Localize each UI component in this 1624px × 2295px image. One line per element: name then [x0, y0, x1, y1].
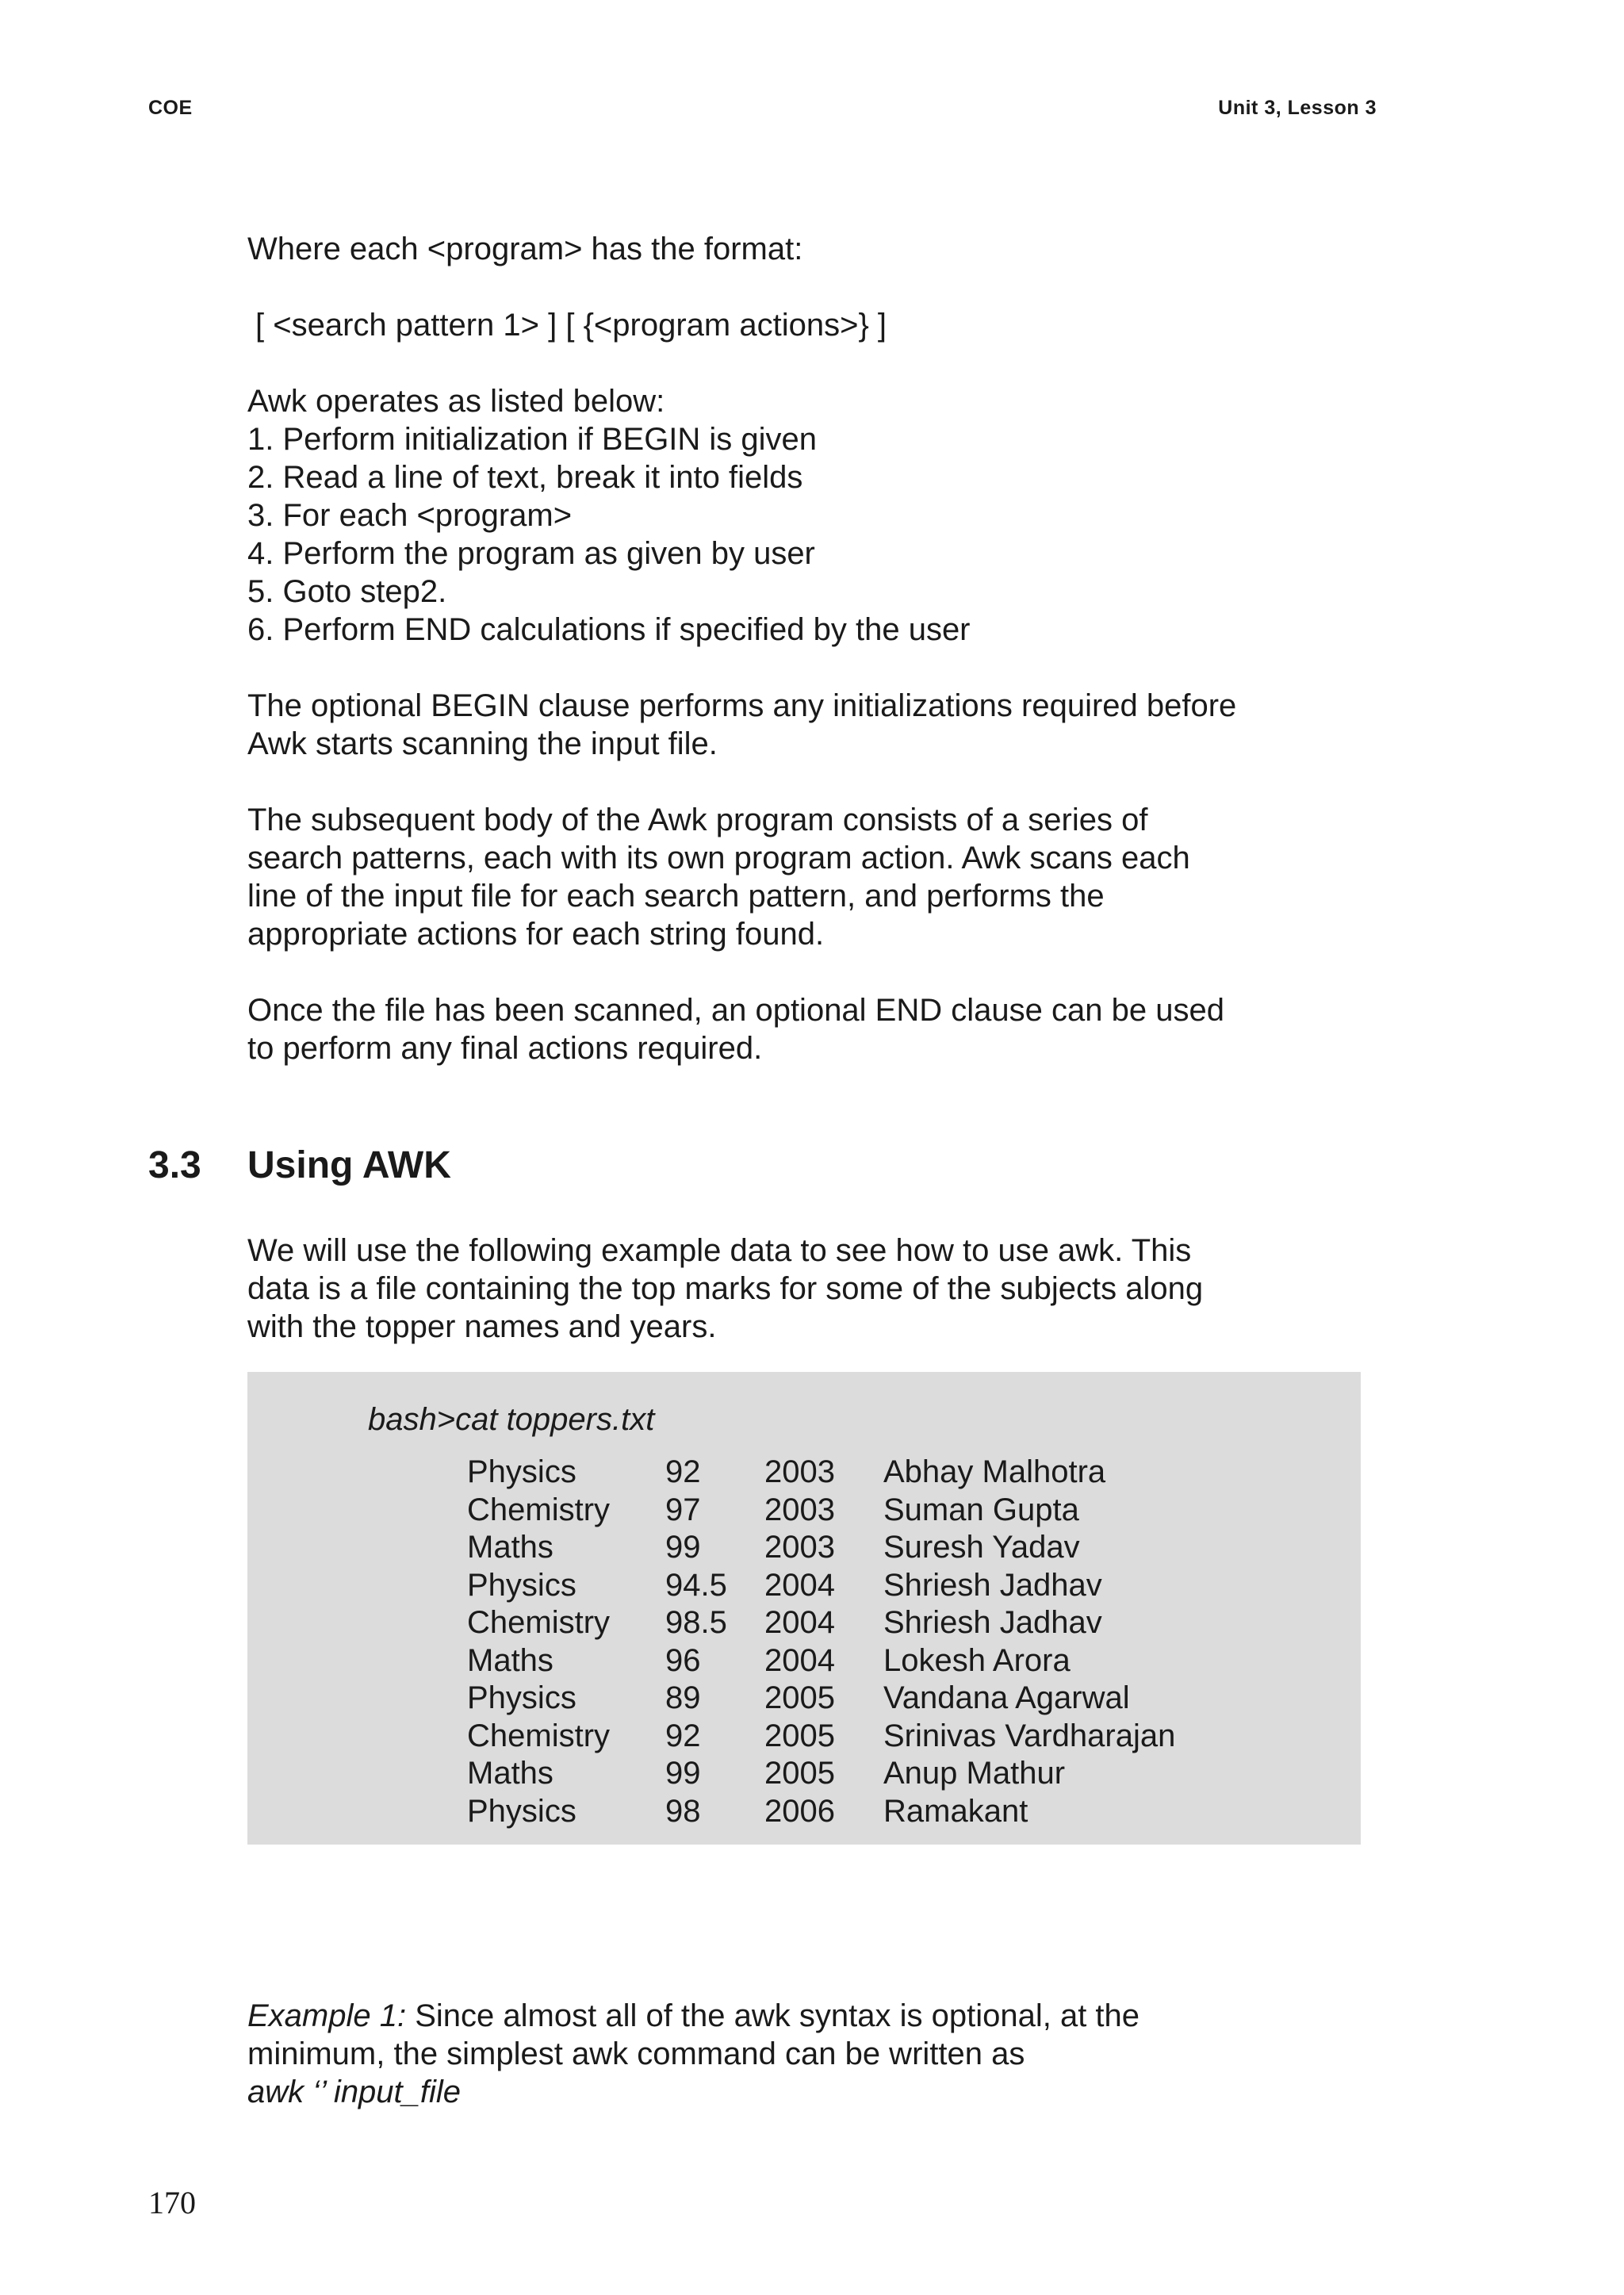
marks-cell: 98.5: [665, 1605, 727, 1640]
steps-list: [247, 420, 1373, 649]
subject-cell: Maths: [467, 1642, 553, 1678]
section-intro-line: with the topper names and years.: [247, 1309, 717, 1344]
section-title: Using AWK: [247, 1144, 451, 1186]
section-intro-line: We will use the following example data to see how to use awk. This: [247, 1233, 1192, 1268]
subject-cell: Physics: [467, 1680, 576, 1715]
section-intro-line: data is a file containing the top marks for some of the subjects along: [247, 1271, 1204, 1306]
marks-cell: 98: [665, 1793, 701, 1829]
year-cell: 2003: [764, 1530, 835, 1565]
subject-cell: Maths: [467, 1756, 553, 1791]
marks-cell: 89: [665, 1680, 701, 1715]
name-cell: Suresh Yadav: [883, 1530, 1080, 1565]
subject-cell: Physics: [467, 1793, 576, 1829]
year-cell: 2006: [764, 1793, 835, 1829]
year-cell: 2003: [764, 1492, 835, 1527]
marks-cell: 92: [665, 1718, 701, 1753]
begin-paragraph-line: Awk starts scanning the input file.: [247, 726, 718, 761]
body-paragraph-line: The subsequent body of the Awk program consists of a series of: [247, 803, 1148, 837]
example-command-text: awk ‘’ input_file: [247, 2075, 462, 2109]
name-cell: Shriesh Jadhav: [883, 1605, 1102, 1640]
step-item: 6. Perform END calculations if specified by the user: [247, 612, 971, 647]
marks-cell: 97: [665, 1492, 701, 1527]
year-cell: 2004: [764, 1567, 835, 1603]
example-line-2: minimum, the simplest awk command can be written as: [247, 2036, 1025, 2071]
example-text: Since almost all of the awk syntax is optional, at the: [406, 1998, 1140, 2033]
running-header-left: COE: [148, 97, 193, 119]
section-intro: [247, 1232, 1373, 1346]
intro-block: [247, 230, 1373, 1067]
marks-cell: 99: [665, 1756, 701, 1791]
example-command: [247, 2073, 1373, 2111]
marks-cell: 99: [665, 1530, 701, 1565]
step-item: 3. For each <program>: [247, 498, 573, 533]
operates-intro: Awk operates as listed below:: [247, 384, 665, 419]
code-example-box: [247, 1372, 1361, 1845]
name-cell: Srinivas Vardharajan: [883, 1718, 1176, 1753]
year-cell: 2005: [764, 1718, 835, 1753]
year-cell: 2005: [764, 1680, 835, 1715]
name-cell: Ramakant: [883, 1793, 1028, 1829]
name-cell: Anup Mathur: [883, 1756, 1066, 1791]
marks-cell: 92: [665, 1454, 701, 1489]
begin-paragraph-line: The optional BEGIN clause performs any initializations required before: [247, 688, 1237, 723]
subject-cell: Physics: [467, 1567, 576, 1603]
subject-cell: Chemistry: [467, 1492, 611, 1527]
section-number: 3.3: [148, 1144, 201, 1186]
year-cell: 2004: [764, 1642, 835, 1678]
body-paragraph-line: appropriate actions for each string found.: [247, 917, 825, 952]
year-cell: 2004: [764, 1605, 835, 1640]
example-label: Example 1:: [247, 1998, 407, 2033]
marks-cell: 94.5: [665, 1567, 727, 1603]
step-item: 5. Goto step2.: [247, 574, 447, 609]
subject-cell: Physics: [467, 1454, 576, 1489]
step-item: 1. Perform initialization if BEGIN is given: [247, 422, 818, 457]
subject-cell: Chemistry: [467, 1605, 611, 1640]
code-command: bash>cat toppers.txt: [368, 1402, 655, 1437]
marks-cell: 96: [665, 1642, 701, 1678]
name-cell: Suman Gupta: [883, 1492, 1079, 1527]
example-line-1: [247, 1997, 1373, 2035]
format-intro: Where each <program> has the format:: [247, 232, 803, 266]
name-cell: Lokesh Arora: [883, 1642, 1071, 1678]
year-cell: 2005: [764, 1756, 835, 1791]
example-block: [247, 1997, 1373, 2111]
name-cell: Vandana Agarwal: [883, 1680, 1130, 1715]
year-cell: 2003: [764, 1454, 835, 1489]
name-cell: Shriesh Jadhav: [883, 1567, 1102, 1603]
section-heading: [148, 1142, 451, 1190]
page-number: 170: [148, 2185, 196, 2220]
end-paragraph-line: Once the file has been scanned, an optional END clause can be used: [247, 993, 1224, 1028]
running-header-right: Unit 3, Lesson 3: [1218, 97, 1377, 119]
step-item: 4. Perform the program as given by user: [247, 536, 815, 571]
end-paragraph-line: to perform any final actions required.: [247, 1031, 763, 1066]
subject-cell: Chemistry: [467, 1718, 611, 1753]
body-paragraph-line: line of the input file for each search pattern, and performs the: [247, 879, 1105, 914]
name-cell: Abhay Malhotra: [883, 1454, 1106, 1489]
step-item: 2. Read a line of text, break it into fields: [247, 460, 803, 495]
subject-cell: Maths: [467, 1530, 553, 1565]
body-paragraph-line: search patterns, each with its own program action. Awk scans each: [247, 841, 1190, 875]
format-line: [ <search pattern 1> ] [ {<program actions>} ]: [255, 308, 887, 343]
